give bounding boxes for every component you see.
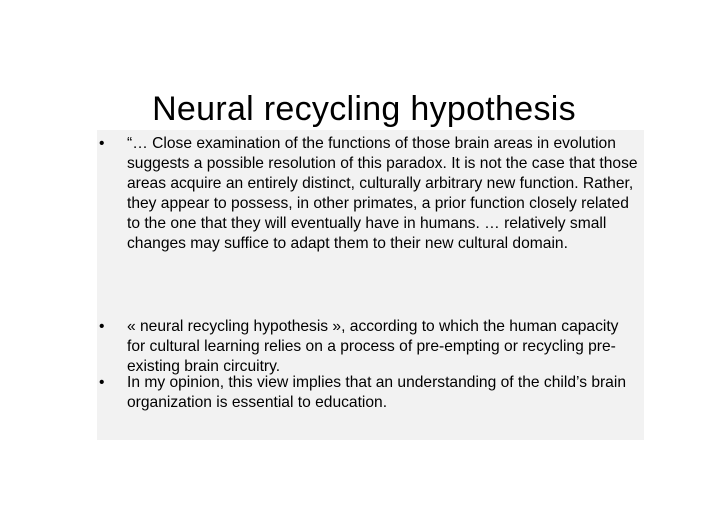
- bullet-mark: •: [99, 135, 105, 152]
- bullet-item-hypothesis: [97, 317, 637, 377]
- bullet-item-opinion: [97, 373, 637, 413]
- bullet-text: « neural recycling hypothesis », according to which the human capacity for cultural learning relies on a process of pre-empting or recycling pre-existing brain circuitry.: [127, 318, 619, 375]
- bullet-text: In my opinion, this view implies that an understanding of the child’s brain organization is essential to education.: [127, 374, 626, 411]
- bullet-item-quote: [97, 134, 637, 254]
- bullet-mark: •: [99, 318, 105, 335]
- bullet-text: “… Close examination of the functions of those brain areas in evolution suggests a possible resolution of this paradox. It is not the case that those areas acquire an entirely distinct, culturally arbitrary new function. Rather, they appear to possess, in other primates, a prior function closely related to the one that they will eventually have in humans. … relatively small changes may suffice to adapt them to their new cultural domain.: [127, 135, 638, 252]
- bullet-mark: •: [99, 374, 105, 391]
- slide-title: Neural recycling hypothesis: [152, 89, 576, 128]
- content-box: [97, 130, 644, 440]
